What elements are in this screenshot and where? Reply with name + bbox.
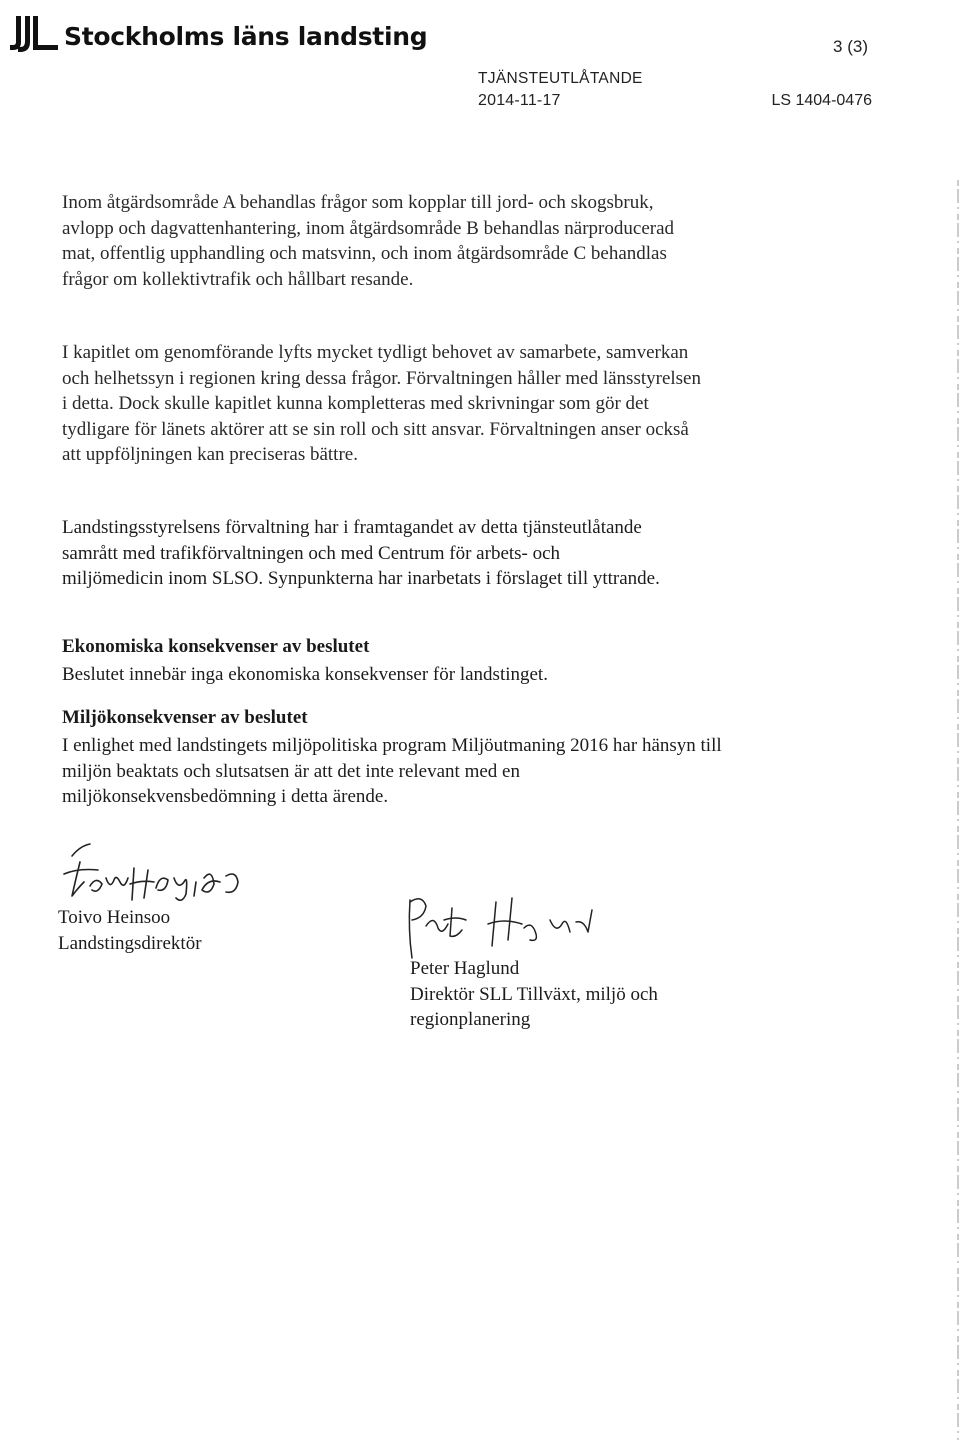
signatory-left-name: Toivo Heinsoo [58, 907, 171, 928]
document-reference: LS 1404-0476 [771, 92, 872, 109]
page-number: 3 (3) [833, 37, 868, 56]
signatory-left-title: Landstingsdirektör [58, 932, 202, 954]
signatory-right [410, 956, 710, 1033]
signatory-left [58, 905, 202, 956]
signatory-right-title-line-2: regionplanering [410, 1009, 531, 1030]
paragraph-consultation: Landstingsstyrelsens förvaltning har i framtagandet av detta tjänsteutlåtande samrått med trafikförvaltningen och med Centrum för arbets- och miljömedicin inom SLSO. Synpunkterna har inarbetats i förslaget till yttrande. [62, 517, 660, 589]
paragraph-environmental-consequences: I enlighet med landstingets miljöpolitiska program Miljöutmaning 2016 har hänsyn till miljön beaktats och slutsatsen är att det inte relevant med en miljökonsekvensbedömning i detta ärende. [62, 735, 722, 807]
signatory-right-name: Peter Haglund [410, 958, 520, 979]
signature-peter-haglund [400, 880, 640, 960]
document-type: TJÄNSTEUTLÅTANDE [478, 70, 643, 87]
heading-economic-consequences: Ekonomiska konsekvenser av beslutet [62, 636, 370, 657]
paragraph-action-areas: Inom åtgärdsområde A behandlas frågor som kopplar till jord- och skogsbruk, avlopp och dagvattenhantering, inom åtgärdsområde B behandlas närproducerad mat, offentlig upphandling och matsvinn, och inom åtgärdsområde C behandlas frågor om kollektivtrafik och hållbart resande. [62, 192, 675, 290]
document-date: 2014-11-17 [478, 92, 561, 109]
organization-name: Stockholms läns landsting [64, 22, 428, 51]
signatory-right-title-line-1: Direktör SLL Tillväxt, miljö och [410, 983, 658, 1005]
sll-logo-icon [8, 14, 60, 54]
scan-edge-artifact [956, 180, 960, 1440]
heading-environmental-consequences: Miljökonsekvenser av beslutet [62, 707, 308, 728]
paragraph-economic-consequences: Beslutet innebär inga ekonomiska konsekvenser för landstinget. [62, 664, 548, 685]
paragraph-implementation: I kapitlet om genomförande lyfts mycket tydligt behovet av samarbete, samverkan och helhetssyn i regionen kring dessa frågor. Förvaltningen håller med länsstyrelsen i detta. Dock skulle kapitlet kunna kompletteras med skrivningar som gör det tydligare för länets aktörer att se sin roll och sitt ansvar. Förvaltningen anser också att uppföljningen kan preciseras bättre. [62, 342, 701, 465]
